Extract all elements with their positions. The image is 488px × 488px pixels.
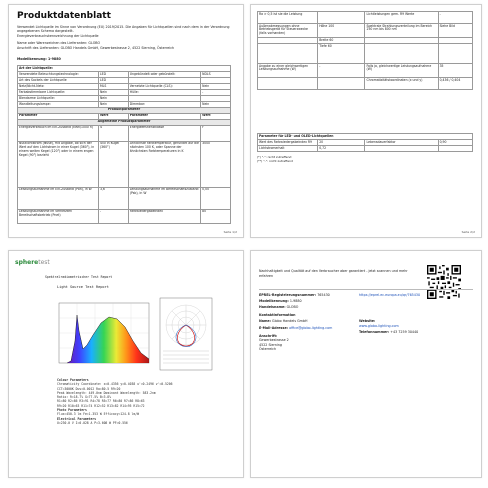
cell: - bbox=[438, 12, 472, 24]
cell: 0,00 bbox=[201, 187, 231, 209]
report-header: Spektralradiometrischer Test Report bbox=[45, 275, 113, 279]
cell bbox=[258, 43, 318, 63]
table-row bbox=[258, 12, 473, 24]
cell: Nein bbox=[98, 101, 128, 107]
email-field bbox=[259, 326, 332, 330]
table-row bbox=[258, 43, 473, 63]
eprel-label: EPREL-Registrierungsnummer: bbox=[259, 293, 317, 297]
website-link[interactable]: www.globo-lighting.com bbox=[359, 324, 399, 328]
cell: F bbox=[201, 125, 231, 141]
logo-sub: test bbox=[38, 259, 50, 266]
report-line: Peak Wavelength: 449.0nm Dominant Wavelength: 583.2nm bbox=[57, 390, 156, 395]
table-row bbox=[258, 77, 473, 89]
footnote-2: (**) "-": nicht zutreffend bbox=[257, 159, 293, 163]
eprel-number bbox=[259, 293, 330, 297]
cell: 4 bbox=[98, 125, 128, 141]
name-field bbox=[259, 319, 307, 323]
website-field bbox=[359, 319, 375, 323]
name-value: Globo Handels GmbH bbox=[272, 319, 308, 323]
model-value: 1-9880 bbox=[289, 299, 302, 303]
page-number: Seite 1/2 bbox=[223, 230, 237, 234]
cell: 0,436 / 0,404 bbox=[438, 77, 472, 89]
cell: Verwendete Beleuchtungstechnologie: bbox=[18, 71, 99, 77]
cell: 0,72 bbox=[318, 145, 365, 151]
cell: 0,90 bbox=[438, 139, 472, 145]
cell: Lebensdauerfaktor bbox=[365, 139, 438, 145]
intro-line-2: Energieverbrauchskennzeichnung der Lichtquelle bbox=[17, 33, 99, 38]
cell bbox=[365, 145, 438, 151]
column-header: Parameter bbox=[18, 113, 99, 119]
table-row bbox=[18, 209, 231, 223]
divider bbox=[259, 289, 473, 290]
cell: Ungebündelt oder gebündelt: bbox=[128, 71, 200, 77]
model-line: Modellkennung: 1-9880 bbox=[17, 57, 61, 61]
phone-field bbox=[359, 330, 418, 334]
report-line: Chromaticity Coordinate: x=0.4356 y=0.4038 u'=0.2496 v'=0.5206 bbox=[57, 382, 173, 387]
cell: 35 bbox=[438, 63, 472, 77]
led-table bbox=[257, 133, 473, 152]
cell: Nein bbox=[201, 83, 231, 89]
table-row bbox=[258, 145, 473, 151]
cell: Leistungsaufnahme im vernetzten Bereitschaftsbetrieb (Pnet) bbox=[18, 209, 99, 223]
cell: Farbabstimmbare Lichtquelle: bbox=[18, 89, 99, 95]
report-line: Flux=450.3 lm Fe=1.353 W Efficacy=124.8 lm/W bbox=[57, 412, 139, 417]
cell bbox=[258, 77, 318, 89]
cell: Nein bbox=[98, 95, 128, 101]
cell: - bbox=[318, 63, 365, 77]
cell: Vernetzte Lichtquelle (CLS): bbox=[128, 83, 200, 89]
brand-label: Handelsname: bbox=[259, 305, 286, 309]
cell: 80 bbox=[201, 209, 231, 223]
cell: Breite 60 bbox=[318, 38, 365, 44]
datasheet-page-2 bbox=[250, 4, 482, 238]
cell bbox=[318, 12, 365, 24]
datasheet-title: Produktdatenblatt bbox=[17, 11, 111, 21]
address-line: Österreich bbox=[259, 347, 277, 352]
cell: Lichtstromerhalt bbox=[258, 145, 318, 151]
cell: Blendarme Lichtquelle: bbox=[18, 95, 99, 101]
datasheet-intro bbox=[17, 25, 231, 38]
cell: Chromatizitätskoordinaten (x und y) bbox=[365, 77, 438, 89]
report-line: Photo Parameters bbox=[57, 408, 87, 413]
cell: Farbwiedergabeindex bbox=[128, 209, 200, 223]
report-title: Light Source Test Report bbox=[57, 285, 109, 289]
cell: Art des Sockels der Lichtquelle bbox=[18, 77, 99, 83]
report-line: R1=80 R2=86 R3=91 R4=78 R5=77 R6=80 R7=86 R8=63 bbox=[57, 399, 145, 404]
phone-value: +43 7259 30440 bbox=[390, 330, 419, 334]
cell: Spektrale Strahlungsverteilung im Bereich 250 nm bis 800 nm bbox=[365, 24, 438, 38]
report-line: Electrical Parameters bbox=[57, 416, 97, 421]
cell: Angabe zu einer gleichwertigen Leistungsaufnahme (W) bbox=[258, 63, 318, 77]
report-line: U=230.0 V I=0.028 A P=3.608 W PF=0.556 bbox=[57, 420, 128, 425]
cell: Energieeffizienzklasse bbox=[128, 125, 200, 141]
cell: Ra > 0,5 ist sie die Leistung bbox=[258, 12, 318, 24]
table-row bbox=[18, 141, 231, 187]
website-label: Website: bbox=[359, 319, 376, 323]
cell bbox=[318, 77, 365, 89]
report-line: CCT=3000K Duv=0.0012 Ra=80.5 R9=20 bbox=[57, 386, 121, 391]
test-report-page bbox=[8, 250, 244, 478]
cell: Netz/Nicht-Netz: bbox=[18, 83, 99, 89]
brand-value: GLOBO bbox=[286, 305, 299, 309]
dimensions-table bbox=[257, 11, 473, 90]
cell: 3000 bbox=[201, 141, 231, 187]
cell: NDLS bbox=[201, 71, 231, 77]
eprel-page bbox=[250, 250, 482, 478]
contact-line: Anschrift des Lieferanten: GLOBO Handels GmbH, Gewerbestrasse 2, 4522 Sierning, Österreich bbox=[17, 46, 175, 50]
eprel-link[interactable]: https://eprel.ec.europa.eu/qr/765430 bbox=[359, 293, 421, 297]
logo-main: sphere bbox=[15, 259, 39, 266]
cell: Lichtleistungen gem. R9 Werte bbox=[365, 12, 438, 24]
cell: LED bbox=[98, 77, 128, 83]
table-row bbox=[18, 125, 231, 141]
table-row bbox=[258, 63, 473, 77]
cell: Wert des Farbwiedergabeindex R9 bbox=[258, 139, 318, 145]
general-section-label: Allgemeine Produktparameter bbox=[18, 119, 231, 125]
cell: Nein bbox=[201, 101, 231, 107]
qr-code-icon[interactable] bbox=[427, 265, 461, 299]
email-label: E-Mail-Adresse: bbox=[259, 326, 289, 330]
column-header: Wert bbox=[98, 113, 128, 119]
report-line: Colour Parameters bbox=[57, 378, 89, 382]
cell: Höhe 100 bbox=[318, 24, 365, 38]
contact-heading bbox=[259, 313, 295, 317]
qr-caption: Nachhaltigkeit und Qualität auf den Verbraucher aber garantiert - jetzt scannen und mehr erfahren bbox=[259, 269, 408, 278]
cell: Tiefe 60 bbox=[318, 43, 365, 63]
cell bbox=[365, 43, 438, 63]
cell: LED bbox=[98, 71, 128, 77]
cell: Ähnlichste Farbtemperatur, gerundet auf die nächsten 100 K, oder Spanne der ähnlichsten Farbtemperaturen in K bbox=[128, 141, 200, 187]
name-label: Name: bbox=[259, 319, 271, 323]
brand-name bbox=[259, 305, 298, 309]
intro-line-1: Verwendet Lichtquelle im Sinne von Verordnung (EU) 2019/2015. Die Angaben für Lichtquellen sind nach dem in der Verordnung angegebenen Schema dargestellt. bbox=[17, 25, 230, 34]
cell: Dimmbar: bbox=[128, 101, 200, 107]
cell: 20 bbox=[318, 139, 365, 145]
address-field bbox=[259, 334, 289, 352]
cell: Nutzlichtstrom (Φuse), mit Angabe, ob sich der Wert auf den Lichtstrom in einer Kugel (360°), in einem weiten Kegel (120°) oder in einem engen Kegel (90°) bezieht bbox=[18, 141, 99, 187]
address-label: Anschrift: bbox=[259, 334, 278, 338]
model-label: Modellkennung: bbox=[259, 299, 289, 303]
cell: Außenabmessungen ohne Betriebsgerät für Steuerzwecke (falls vorhanden) bbox=[258, 24, 318, 38]
contact-label: Kontaktinformation bbox=[259, 313, 296, 317]
cell: Wandleitungslampe: bbox=[18, 101, 99, 107]
cell bbox=[438, 145, 472, 151]
model-identifier bbox=[259, 299, 302, 303]
sphere-logo bbox=[15, 259, 50, 266]
column-header: Wert bbox=[201, 113, 231, 119]
supplier-line: Name oder Warenzeichen des Lieferanten: GLOBO bbox=[17, 41, 101, 45]
cell: Leistungsaufnahme im Bereitschaftszustand (Psb), in W bbox=[128, 187, 200, 209]
cell: 3,6 bbox=[98, 187, 128, 209]
cell: MLS bbox=[98, 83, 128, 89]
cell: Siehe Bild bbox=[438, 24, 472, 38]
polar-diagram bbox=[159, 297, 213, 371]
spectrum-chart bbox=[53, 301, 153, 371]
cell: Falls ja, gleichwertige Leistungsaufnahme (W) bbox=[365, 63, 438, 77]
phone-label: Telefonnummer: bbox=[359, 330, 390, 334]
cell: Nein bbox=[98, 89, 128, 95]
report-line: R9=20 R10=63 R11=74 R12=52 R13=82 R14=95 R15=72 bbox=[57, 403, 145, 408]
address-line: Gewerbestrasse 2 bbox=[259, 338, 289, 343]
cell: 450 in Kugel (360°) bbox=[98, 141, 128, 187]
table-row bbox=[258, 24, 473, 38]
lightsource-section-label: Art der Lichtquelle: bbox=[18, 66, 231, 72]
report-line: Ratio: R=18.7% G=77.5% B=3.8% bbox=[57, 395, 112, 400]
report-parameters bbox=[57, 378, 227, 425]
eprel-value: 765430 bbox=[317, 293, 330, 297]
address-line: 4522 Sierning bbox=[259, 342, 282, 347]
email-link[interactable]: office@globo-lighting.com bbox=[289, 326, 333, 330]
cell: Hülle: bbox=[128, 89, 200, 95]
cell: Energieverbrauch im Ein-Zustand (kWh/1000 h) bbox=[18, 125, 99, 141]
table-row bbox=[18, 187, 231, 209]
footnote-1: (*) "-": nicht zutreffend bbox=[257, 155, 292, 159]
column-header: Parameter bbox=[128, 113, 200, 119]
page-number: Seite 2/2 bbox=[461, 230, 475, 234]
cell bbox=[438, 43, 472, 63]
datasheet-page-1 bbox=[8, 4, 244, 238]
led-section-label: Parameter für LED- und OLED-Lichtquellen bbox=[258, 134, 473, 140]
params-section-label: Produktparameter bbox=[18, 107, 231, 113]
cell: Leistungsaufnahme im Ein-Zustand (Pon), in W bbox=[18, 187, 99, 209]
cell: - bbox=[201, 89, 231, 95]
lightsource-table bbox=[17, 65, 231, 224]
cell: - bbox=[98, 209, 128, 223]
